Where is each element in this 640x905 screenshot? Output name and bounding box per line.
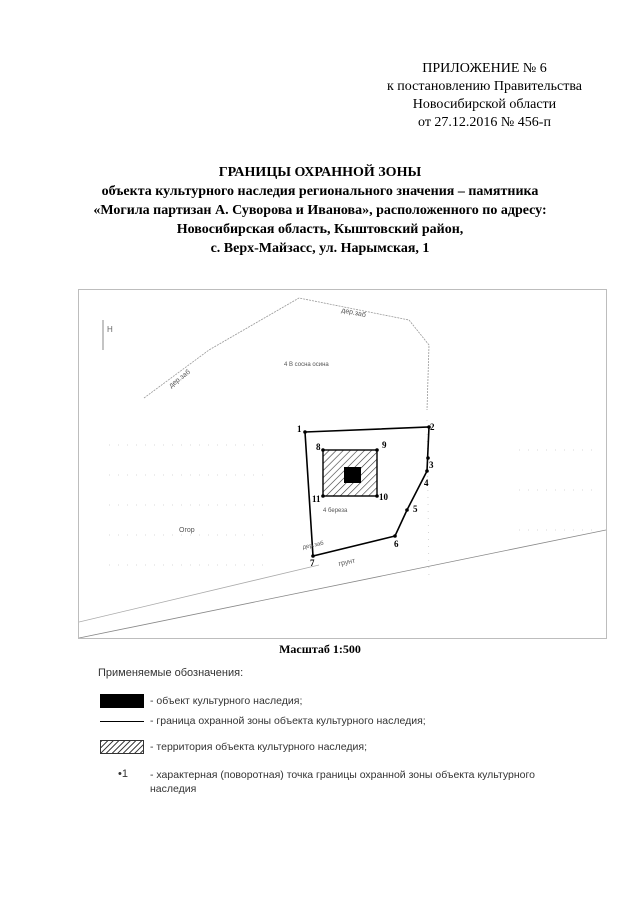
map-scale: Масштаб 1:500 [279, 642, 361, 656]
point-label-3: 3 [429, 460, 434, 470]
title-line-2: объекта культурного наследия регионального значения – памятника [101, 184, 539, 199]
title-line-1: ГРАНИЦЫ ОХРАННОЙ ЗОНЫ [218, 165, 422, 180]
point-label-8: 8 [316, 442, 321, 452]
point-label-9: 9 [382, 440, 387, 450]
tree-label-aspen: 4 В сосна осина [284, 362, 329, 368]
north-marker [103, 320, 113, 350]
north-marker-label: Н [107, 325, 113, 334]
garden-label: Огор [179, 527, 195, 534]
appendix-resolution: к постановлению Правительства [386, 79, 582, 94]
point-label-2: 2 [430, 422, 435, 432]
legend-point-glyph: •1 [118, 768, 128, 780]
legend-symbol-boundary [98, 714, 146, 728]
legend-item-object [98, 694, 580, 708]
point-label-1: 1 [297, 424, 302, 434]
site-plan-map [78, 289, 607, 639]
point-label-4: 4 [424, 478, 429, 488]
title-line-4: Новосибирская область, Кыштовский район, [176, 222, 464, 237]
legend-symbol-point [98, 768, 146, 782]
appendix-number: ПРИЛОЖЕНИЕ № 6 [422, 61, 547, 76]
legend-text-boundary: - граница охранной зоны объекта культурного наследия; [150, 715, 426, 727]
title-line-3: «Могила партизан А. Суворова и Иванова», расположенного по адресу: [93, 203, 547, 218]
boundary-point-1 [303, 430, 307, 434]
territory-point-11 [321, 494, 325, 498]
appendix-region: Новосибирской области [412, 97, 557, 112]
fence-label-left: дер.заб [167, 368, 192, 390]
road-label: грунт [337, 557, 356, 568]
boundary-point-6 [393, 534, 397, 538]
point-label-10: 10 [379, 492, 388, 502]
legend-text-object: - объект культурного наследия; [150, 695, 303, 707]
fence-label-top: дер.заб [340, 307, 367, 320]
legend-item-boundary [98, 714, 580, 728]
appendix-date: от 27.12.2016 № 456-п [418, 115, 551, 130]
point-label-11: 11 [312, 494, 321, 504]
boundary-point-5 [405, 508, 409, 512]
legend-heading: Применяемые обозначения: [98, 667, 244, 679]
heritage-object [344, 467, 361, 483]
legend-symbol-territory [98, 740, 146, 754]
point-label-5: 5 [413, 504, 418, 514]
point-label-7: 7 [310, 558, 315, 568]
legend-text-point: - характерная (поворотная) точка границы охранной зоны объекта культурного наследия [150, 769, 535, 795]
appendix-header [387, 60, 582, 132]
document-title [0, 163, 640, 258]
point-label-6: 6 [394, 539, 399, 549]
site-plan-drawing [79, 290, 606, 638]
tree-label-birch: 4 береза [323, 508, 348, 514]
legend-text-territory: - территория объекта культурного наследия; [150, 741, 368, 753]
title-line-5: с. Верх-Майзасс, ул. Нарымская, 1 [210, 241, 430, 256]
fence-label-bottom: дер.заб [302, 540, 325, 551]
territory-point-8 [321, 448, 325, 452]
legend-item-territory [98, 740, 580, 754]
legend-symbol-object [98, 694, 146, 708]
legend-item-point [98, 768, 580, 796]
territory-point-9 [375, 448, 379, 452]
